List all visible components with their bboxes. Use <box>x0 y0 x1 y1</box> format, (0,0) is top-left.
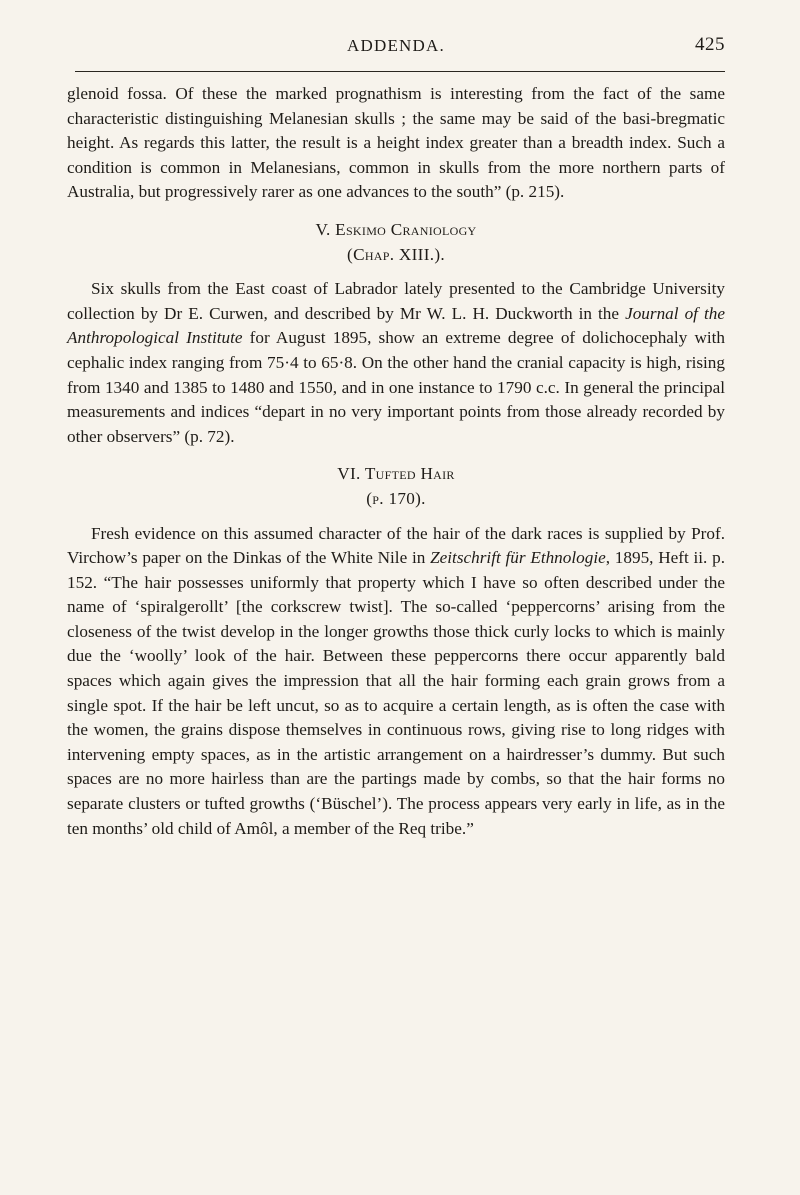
section-subheading-eskimo: (Chap. XIII.). <box>347 244 445 264</box>
paragraph-continuation: glenoid fossa. Of these the marked prognathism is interesting from the fact of the same characteristic distinguishing Melanesian skulls ; the same may be said of the basi-bregmatic height. As regards this latter, the result is a height index greater than a breadth index. Such a condition is common in Melanesians, common in skulls from the more northern parts of Australia, but progressively rarer as one advances to the south” (p. 215). <box>67 84 725 202</box>
journal-title: Zeitschrift für Ethnologie <box>430 548 606 568</box>
body-text <box>67 82 725 841</box>
paragraph-eskimo <box>67 277 725 449</box>
running-head <box>67 32 725 66</box>
running-head-title: ADDENDA. <box>347 36 445 55</box>
page-number: 425 <box>695 34 725 55</box>
section-subheading-tufted-hair: (p. 170). <box>366 488 426 508</box>
paragraph-tufted-hair-part2: , 1895, Heft ii. p. 152. “The hair possesses uniformly that property which I have so often described under the name of ‘spiralgerollt’ [the corkscrew twist]. The so-called ‘peppercorns’ arising from the closeness of the twist develop in the longer growths those thick curly locks to which is mainly due the ‘woolly’ look of the hair. Between these peppercorns there occur apparently bald spaces which again gives the impression that all the hair forming each grain grows from a single spot. If the hair be left uncut, so as to acquire a certain length, as is often the case with the women, the grains dispose themselves in continuous rows, giving rise to long ridges with intervening empty spaces, as in the artistic arrangement on a hairdresser’s dummy. But such spaces are no more hairless than are the partings made by combs, so that the hair forms no separate clusters or tufted growths (‘Büschel’). The process appears very early in life, as in the ten months’ old child of Amôl, a member of the Req tribe.” <box>67 548 726 838</box>
paragraph-tufted-hair <box>67 522 725 842</box>
paragraph-eskimo-part2: for August 1895, show an extreme degree of dolichocephaly with cephalic index ranging from 75·4 to 65·8. On the other hand the cranial capacity is high, rising from 1340 and 1385 to 1480 and 1550, and in one instance to 1790 c.c. In general the principal measurements and indices “depart in no very important points from those already recorded by other observers” (p. 72). <box>67 328 725 446</box>
journal-title: Journal of the Anthropological Institute <box>67 303 725 348</box>
page <box>67 32 725 66</box>
paragraph-eskimo-part1: Six skulls from the East coast of Labrador lately presented to the Cambridge University collection by Dr E. Curwen, and described by Mr W. L. H. Duckworth in the <box>67 279 725 323</box>
section-heading-tufted-hair: VI. Tufted Hair <box>337 464 455 484</box>
section-heading-eskimo: V. Eskimo Craniology <box>315 219 477 239</box>
paragraph-tufted-hair-part1: Fresh evidence on this assumed character of the hair of the dark races is supplied by Prof. Virchow’s paper on the Dinkas of the White Nile in <box>67 523 725 568</box>
header-rule <box>75 71 725 72</box>
